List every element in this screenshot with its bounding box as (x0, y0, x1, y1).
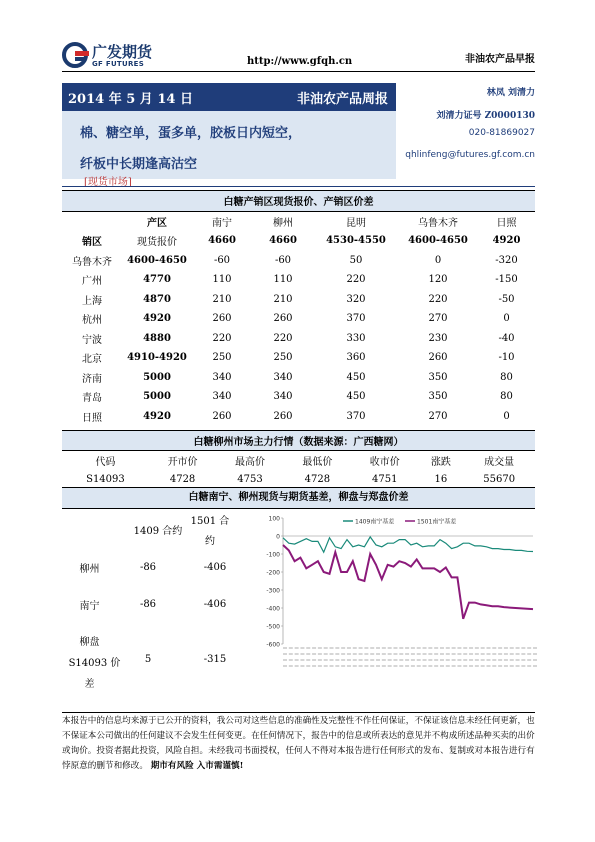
logo-text-en: GF FUTURES (92, 60, 145, 68)
table-cell: 4660 (208, 235, 236, 247)
table-cell: 4920 (143, 313, 171, 325)
table-cell: 220 (428, 293, 448, 305)
spot-table-caption: 白糖产销区现货报价、产销区价差 (62, 191, 535, 212)
chart-y-tick-label: -100 (266, 551, 280, 559)
table-cell: 220 (212, 332, 232, 344)
table-cell: 青岛 (82, 393, 102, 405)
table-cell: 220 (273, 332, 293, 344)
table-cell: 340 (212, 391, 232, 403)
table-header-cell: 柳州 (273, 217, 293, 229)
market-table-caption: 白糖柳州市场主力行情（数据来源：广西糖网） (62, 431, 535, 451)
logo-text-cn: 广发期货 (92, 43, 153, 61)
table-row (62, 368, 535, 388)
table-cell: -150 (495, 274, 518, 286)
table-cell: 4870 (143, 293, 171, 305)
basis-row-label: 南宁 (79, 601, 100, 612)
table-cell: 4660 (269, 235, 297, 247)
table-cell: 230 (428, 332, 448, 344)
table-cell: 4600-4650 (127, 254, 187, 266)
spot-price-table (62, 190, 535, 426)
table-cell: 4920 (492, 235, 521, 247)
table-cell: -320 (495, 254, 518, 266)
chart-y-tick-label: -200 (266, 569, 280, 577)
chart-legend-label: 1409南宁基差 (355, 518, 395, 526)
table-row (62, 251, 535, 271)
table-row (62, 270, 535, 290)
table-cell: 110 (273, 274, 293, 286)
logo-icon (62, 40, 92, 70)
market-quote-table (62, 430, 535, 489)
table-cell: 450 (346, 371, 366, 383)
table-cell: 120 (428, 274, 448, 286)
footer-divider (62, 712, 535, 713)
disclaimer (62, 714, 536, 774)
chart-y-tick-label: -500 (266, 623, 280, 631)
table-cell: 5000 (143, 371, 171, 383)
chart-y-tick-label: -300 (266, 587, 280, 595)
analyst-phone: 020-81869027 (468, 128, 535, 138)
basis-value: -86 (139, 562, 157, 573)
table-header-cell: 产区 (147, 217, 167, 229)
table-cell: 360 (346, 352, 366, 364)
basis-value: -406 (203, 599, 227, 610)
table-cell: 370 (346, 313, 366, 325)
analyst-names: 林凤 刘清力 (486, 88, 535, 98)
table-cell: 370 (346, 410, 366, 422)
table-cell: 16 (434, 474, 448, 485)
basis-row-label: 柳盘 (79, 637, 100, 648)
report-series: 非油农产品早报 (465, 54, 535, 65)
table-cell: 270 (428, 410, 448, 422)
basis-col-1409: 1409 合约 (133, 526, 183, 537)
table-header-cell: 日照 (496, 217, 517, 229)
analyst-license: 刘清力证号 Z0000130 (436, 111, 535, 121)
table-row (62, 329, 535, 349)
table-header-cell: 南宁 (212, 217, 232, 229)
table-cell: 320 (346, 293, 366, 305)
table-cell: 340 (273, 391, 293, 403)
table-cell: S14093 (86, 474, 125, 485)
table-cell: 260 (273, 313, 293, 325)
table-cell: 350 (428, 391, 448, 403)
table-cell: -50 (498, 293, 515, 305)
table-cell: 260 (212, 313, 232, 325)
table-header-cell: 代码 (95, 457, 116, 468)
table-cell: 260 (273, 410, 293, 422)
basis-value: 5 (144, 654, 152, 665)
table-cell: 4728 (169, 474, 196, 485)
table-cell: 250 (273, 352, 293, 364)
table-cell: 0 (434, 254, 442, 266)
table-header-cell: 涨跌 (430, 457, 451, 468)
table-header-cell: 最低价 (302, 457, 333, 468)
basis-row-label: 柳州 (79, 564, 100, 575)
report-date: 2014 年 5 月 14 日 (68, 92, 193, 107)
table-cell: -60 (274, 254, 292, 266)
table-cell: 4728 (304, 474, 331, 485)
table-subheader-row (62, 231, 535, 251)
section-tag: [现货市场] (84, 177, 132, 188)
table-cell: 4753 (237, 474, 263, 485)
title-banner (62, 83, 396, 111)
basis-col-1501-b: 约 (205, 536, 215, 547)
table-header-cell: 乌鲁木齐 (418, 217, 458, 229)
table-header-cell: 昆明 (346, 217, 366, 229)
table-cell: 北京 (82, 354, 102, 366)
table-cell: 广州 (82, 276, 102, 288)
table-row (62, 407, 535, 427)
table-cell: -10 (498, 352, 515, 364)
table-header-row (62, 211, 535, 231)
table-cell: 80 (500, 371, 513, 383)
headline-line-1: 棉、糖空单，蛋多单，胶板日内短空， (80, 126, 302, 141)
table-cell: 250 (212, 352, 232, 364)
table-header-cell: 收市价 (369, 457, 400, 468)
chart-y-tick-label: 0 (276, 533, 280, 541)
table-row (62, 348, 535, 368)
table-cell: 260 (428, 352, 448, 364)
table-cell: 330 (346, 332, 366, 344)
table-row (62, 290, 535, 310)
table-cell: 270 (428, 313, 448, 325)
table-cell: 450 (346, 391, 366, 403)
chart-y-tick-label: 100 (268, 515, 280, 523)
table-cell: 杭州 (82, 315, 102, 327)
table-cell: 上海 (82, 295, 102, 307)
basis-caption: 白糖南宁、柳州现货与期货基差，柳盘与郑盘价差 (62, 487, 535, 509)
table-cell: 210 (273, 293, 293, 305)
basis-value: -315 (203, 654, 227, 665)
table-cell: 110 (212, 274, 232, 286)
header-divider (62, 71, 535, 72)
table-header-cell: 开市价 (167, 457, 198, 468)
table-cell: 4910-4920 (127, 352, 187, 364)
basis-row-label: 差 (84, 679, 95, 690)
table-cell: 4600-4650 (408, 235, 468, 247)
table-header-row (62, 451, 535, 471)
table-cell: 210 (212, 293, 232, 305)
table-cell: 4770 (143, 274, 171, 286)
table-cell: 220 (346, 274, 366, 286)
analyst-email[interactable]: qhlinfeng@futures.gf.com.cn (405, 150, 535, 160)
chart-series-line (283, 545, 533, 619)
table-cell: 4751 (372, 474, 398, 485)
basis-row-label: S14093 价 (68, 658, 121, 669)
table-cell: 济南 (82, 373, 102, 385)
table-cell: 5000 (143, 391, 171, 403)
table-cell: 销区 (82, 237, 102, 249)
basis-line-chart (255, 510, 540, 690)
table-row (62, 387, 535, 407)
table-cell: -60 (213, 254, 231, 266)
table-cell: 350 (428, 371, 448, 383)
table-header-cell: 成交量 (484, 457, 515, 468)
chart-legend-label: 1501南宁基差 (417, 518, 457, 526)
table-cell: 340 (212, 371, 232, 383)
table-header-cell: 最高价 (234, 457, 265, 468)
table-cell: 55670 (483, 474, 516, 485)
headline-line-2: 纤板中长期逢高沽空 (80, 157, 198, 172)
disclaimer-text: 本报告中的信息均来源于已公开的资料，我公司对这些信息的准确性及完整性不作任何保证，不保证该信息未经任何更新，也不保证本公司做出的任何建议不会发生任何变更。在任何情况下，报告中的信息或所表达的意见并不构成所述品种买卖的出价或询价。投资者据此投资，风险自担。未经我司书面授权，任何人不得对本报告进行任何形式的发布、复制或对本报告进行有悖原意的删节和修改。 (62, 716, 535, 771)
chart-y-tick-label: -400 (266, 605, 280, 613)
table-cell: 现货报价 (137, 237, 177, 249)
table-cell: 340 (273, 371, 293, 383)
section-divider (62, 186, 535, 187)
report-type: 非油农产品周报 (296, 92, 388, 107)
basis-value: -406 (203, 562, 227, 573)
table-cell: 4920 (143, 410, 171, 422)
table-cell: 0 (503, 410, 510, 422)
basis-col-1501-a: 1501 合 (190, 516, 230, 527)
table-cell: 260 (212, 410, 232, 422)
table-row (62, 309, 535, 329)
table-cell: 50 (349, 254, 363, 266)
table-cell: 4530-4550 (326, 235, 386, 247)
basis-value: -86 (139, 599, 157, 610)
risk-warning: 期市有风险 入市需谨慎! (150, 761, 244, 771)
website-url[interactable]: http://www.gfqh.cn (247, 56, 353, 67)
table-cell: 0 (503, 313, 510, 325)
table-cell: 宁波 (82, 334, 102, 346)
table-cell: 日照 (82, 412, 102, 424)
table-cell: 4880 (143, 332, 171, 344)
table-cell: 乌鲁木齐 (72, 256, 112, 268)
chart-y-tick-label: -600 (266, 641, 280, 649)
table-cell: -40 (498, 332, 515, 344)
table-cell: 80 (500, 391, 513, 403)
chart-series-line (283, 537, 533, 552)
